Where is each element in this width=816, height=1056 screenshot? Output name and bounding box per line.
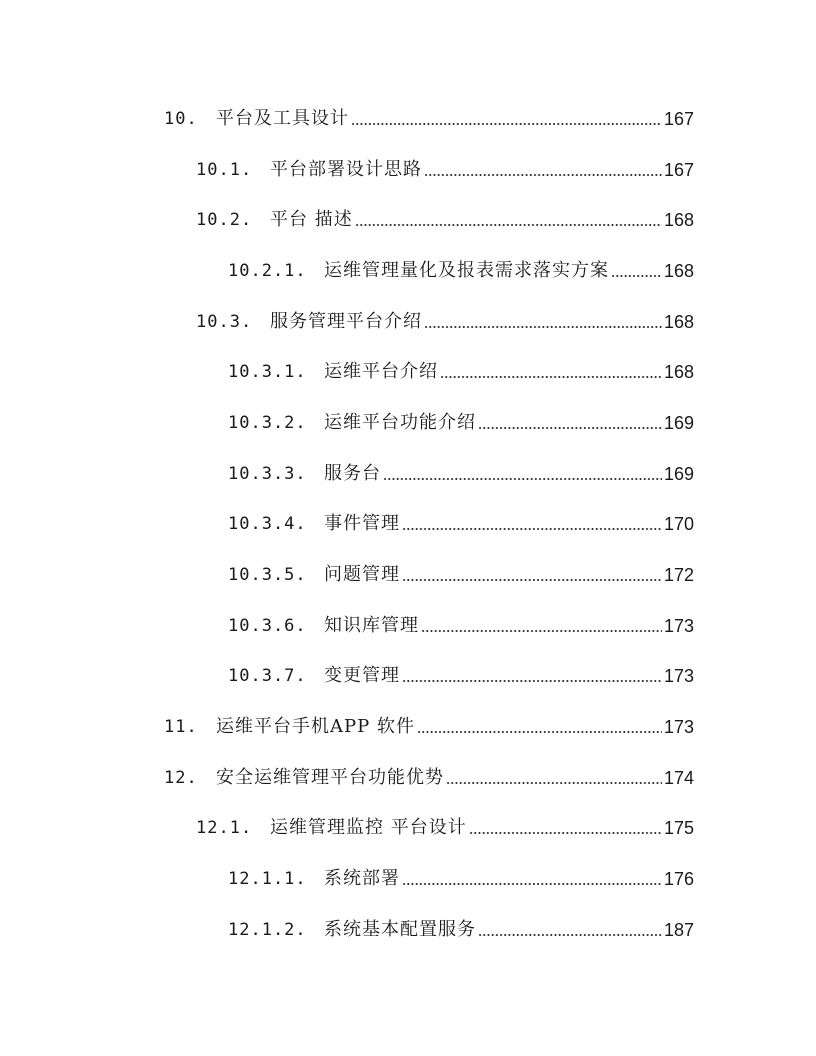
toc-entry-page: 168: [663, 312, 694, 332]
toc-entry[interactable]: [196, 157, 694, 183]
toc-entry-title: 平台及工具设计: [216, 108, 349, 129]
dot-leader: [417, 730, 662, 734]
toc-entry-page: 169: [663, 413, 694, 433]
dot-leader: [478, 426, 662, 430]
dot-leader: [383, 477, 662, 481]
toc-entry-title: 安全运维管理平台功能优势: [216, 767, 444, 788]
toc-entry[interactable]: [196, 309, 694, 335]
dot-leader: [351, 122, 662, 126]
toc-entry-title: 运维平台手机APP 软件: [216, 716, 415, 737]
toc-entry-number: 12.1.: [196, 818, 253, 838]
toc-entry[interactable]: [164, 714, 694, 740]
toc-entry-number: 12.1.2.: [228, 920, 307, 940]
toc-entry-title: 运维管理监控 平台设计: [270, 817, 467, 838]
toc-entry-page: 173: [663, 717, 694, 737]
toc-entry-page: 168: [663, 210, 694, 230]
toc-entry[interactable]: [228, 917, 694, 943]
dot-leader: [446, 781, 662, 785]
toc-entry-page: 175: [663, 818, 694, 838]
toc-entry-number: 10.2.: [196, 210, 253, 230]
toc-entry-page: 176: [663, 869, 694, 889]
dot-leader: [402, 578, 662, 582]
dot-leader: [440, 375, 662, 379]
toc-entry-number: 11.: [164, 717, 198, 737]
toc-entry[interactable]: [228, 359, 694, 385]
toc-entry-title: 服务管理平台介绍: [270, 311, 422, 332]
dot-leader: [402, 679, 662, 683]
toc-entry-page: 167: [663, 160, 694, 180]
toc-entry-number: 10.1.: [196, 160, 253, 180]
toc-entry-number: 10.3.5.: [228, 565, 307, 585]
toc-entry-number: 12.: [164, 768, 198, 788]
dot-leader: [421, 629, 662, 633]
toc-entry-number: 10.3.: [196, 312, 253, 332]
toc-entry-title: 平台部署设计思路: [270, 159, 422, 180]
toc-entry[interactable]: [228, 562, 694, 588]
toc-entry-title: 事件管理: [324, 513, 400, 534]
dot-leader: [424, 325, 662, 329]
toc-entry-page: 174: [663, 768, 694, 788]
toc-entry-page: 168: [663, 261, 694, 281]
toc-entry-title: 平台 描述: [270, 209, 353, 230]
toc-entry[interactable]: [228, 258, 694, 284]
toc-entry[interactable]: [164, 106, 694, 132]
toc-entry-number: 10.3.6.: [228, 616, 307, 636]
dot-leader: [478, 933, 662, 937]
toc-entry[interactable]: [228, 511, 694, 537]
toc-entry-title: 运维平台功能介绍: [324, 412, 476, 433]
toc-entry-number: 12.1.1.: [228, 869, 307, 889]
toc-entry-page: 167: [663, 109, 694, 129]
toc-entry-title: 系统部署: [324, 868, 400, 889]
toc-entry-title: 系统基本配置服务: [324, 919, 476, 940]
toc-entry-page: 172: [663, 565, 694, 585]
toc-entry-page: 169: [663, 464, 694, 484]
dot-leader: [611, 274, 662, 278]
toc-entry[interactable]: [164, 765, 694, 791]
toc-entry-page: 187: [663, 920, 694, 940]
toc-entry[interactable]: [228, 410, 694, 436]
toc-entry-number: 10.3.7.: [228, 666, 307, 686]
toc-entry-title: 运维平台介绍: [324, 361, 438, 382]
toc-entry-title: 变更管理: [324, 665, 400, 686]
dot-leader: [355, 223, 662, 227]
toc-entry[interactable]: [228, 461, 694, 487]
dot-leader: [469, 831, 662, 835]
toc-entry-number: 10.3.2.: [228, 413, 307, 433]
toc-entry-page: 168: [663, 362, 694, 382]
toc-entry-number: 10.2.1.: [228, 261, 307, 281]
dot-leader: [402, 527, 662, 531]
toc-entry[interactable]: [196, 207, 694, 233]
toc-entry-title: 问题管理: [324, 564, 400, 585]
toc-entry-page: 170: [663, 514, 694, 534]
dot-leader: [402, 882, 662, 886]
toc-entry-number: 10.3.4.: [228, 514, 307, 534]
toc-entry-number: 10.3.1.: [228, 362, 307, 382]
toc-entry-number: 10.3.3.: [228, 464, 307, 484]
toc-entry-page: 173: [663, 616, 694, 636]
toc-entry-title: 服务台: [324, 463, 381, 484]
toc-entry-number: 10.: [164, 109, 198, 129]
toc-entry[interactable]: [228, 866, 694, 892]
toc-entry-title: 知识库管理: [324, 615, 419, 636]
toc-entry-page: 173: [663, 666, 694, 686]
toc-entry[interactable]: [228, 663, 694, 689]
toc-entry[interactable]: [196, 815, 694, 841]
toc-entry[interactable]: [228, 613, 694, 639]
toc-entry-title: 运维管理量化及报表需求落实方案: [324, 260, 609, 281]
dot-leader: [424, 173, 662, 177]
